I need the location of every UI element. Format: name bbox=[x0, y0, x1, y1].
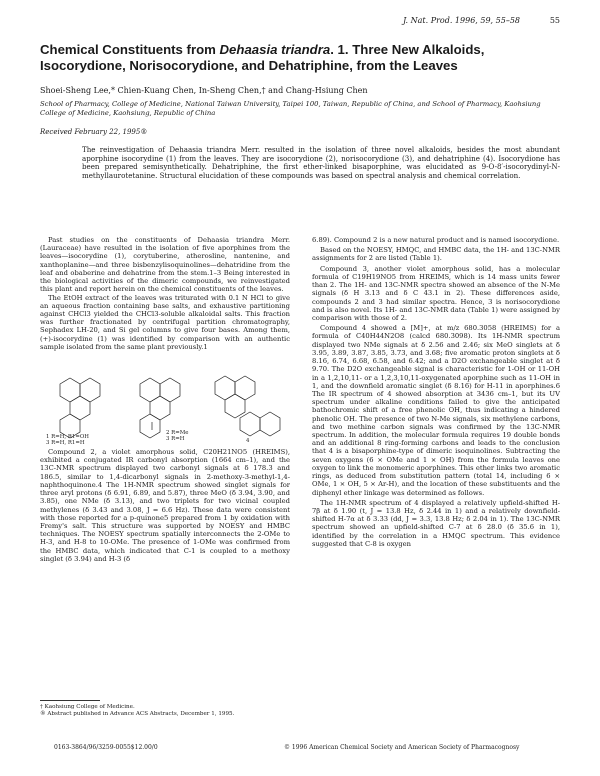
author-list: Shoei-Sheng Lee,* Chien-Kuang Chen, In-Sheng Chen,† and Chang-Hsiung Chen bbox=[40, 86, 368, 95]
structure-label-4: 4 bbox=[246, 438, 250, 444]
paragraph: Compound 2, a violet amorphous solid, C20H21NO5 (HREIMS), exhibited a conjugated IR carbonyl absorption (1664 cm–1), and the 13C-NMR spectrum displayed two carbonyl signals at δ 178.3 and 186.5, similar to 1,4-dicarbonyl signals in 2-methoxy-3-methyl-1,4-naphthoquinone.4 The 1H-NMR spectrum showed singlet signals for three aryl protons (δ 6.91, 6.89, and 5.87), three MeO (δ 3.94, 3.90, and 3.85), one NMe (δ 3.13), and two triplets for two vicinal coupled methylenes (δ 3.43 and 3.08, J = 6.6 Hz). These data were consistent with those reported for a p-quinone5 prepared from 1 by oxidation with Fremy's salt. This structure was supported by NOESY and HMBC techniques. The NOESY spectrum spatially interconnects the 2-OMe to H-3, and H-8 to 10-OMe. The presence of 1-OMe was confirmed from the HMBC data, which indicated that C-1 is coupled to a methoxy singlet (δ 3.94) and H-3 (δ bbox=[40, 448, 290, 563]
paragraph: Based on the NOESY, HMQC, and HMBC data, the 1H- and 13C-NMR assignments for 2 are listed (Table 1). bbox=[312, 246, 560, 263]
footnotes bbox=[40, 700, 290, 718]
journal-citation: J. Nat. Prod. 1996, 59, 55–58 bbox=[402, 16, 520, 25]
species-name: Dehaasia triandra bbox=[219, 42, 331, 57]
paragraph: 6.89). Compound 2 is a new natural product and is named isocorydione. bbox=[312, 236, 560, 244]
footnote-rule bbox=[40, 700, 100, 701]
paper-title: Chemical Constituents from Dehaasia triandra. 1. Three New Alkaloids, Isocorydione, Norisocorydione, and Dehatriphine, from the Leaves bbox=[40, 42, 485, 73]
paragraph: Compound 4 showed a [M]+, at m/z 680.3058 (HREIMS) for a formula of C40H44N2O8 (calcd 680.3098). Its 1H-NMR spectrum displayed two NMe signals at δ 2.56 and 2.46; six MeO singlets at δ 3.95, 3.89, 3.87, 3.85, 3.73, and 3.68; five aromatic proton singlets at δ 8.16, 6.74, 6.68, 6.58, and 6.42; and a D2O exchangeable singlet at δ 9.70. The D2O exchangeable signal is characteristic for 1-OH or 11-OH in a 1,2,10,11- or a 1,2,3,10,11-oxygenated aporphine such as 11-OH in 1, and the downfield aromatic singlet (δ 8.16) for H-11 in aporphines.6 The IR spectrum of 4 showed absorption at 3436 cm–1, but its UV spectrum under alkaline conditions failed to give the anticipated bathochromic shift of a free phenolic OH, thus indicating a hindered phenolic OH. The presence of two N-Me signals, six methylene carbons, and two methine carbon signals was confirmed by the 13C-NMR spectrum. In addition, the molecular formula requires 19 double bonds and an additional 8 ring-forming carbons and leads to the conclusion that 4 is a bisaporphine-type of dimeric isoquinolines. Subtracting the seven oxygens (6 × OMe and 1 × OH) from the formula leaves one oxygen to link the monomeric aporphines. This ether links two aromatic rings, as deduced from substitution pattern (total 14, including 6 × OMe, 1 × OH, 5 × Ar-H), and the location of these substituents and the diphenyl ether linkage was determined as follows. bbox=[312, 324, 560, 497]
left-column-top bbox=[40, 236, 290, 351]
chemical-structures bbox=[40, 372, 290, 446]
abstract: The reinvestigation of Dehaasia triandra Merr. resulted in the isolation of three novel alkaloids, besides the most abundant aporphine isocorydine (1) from the leaves. They are isocorydione (2), norisocorydione (3), and dehatriphine (4). Isocorydione has been prepared semisynthetically. Dehatriphine, the first ether-linked bisaporphine, was elucidated as 9-O-8′-isocorydinyl-N-methyllaurotetanine. Structural elucidation of these compounds was based on spectral analysis and chemical correlation. bbox=[82, 145, 560, 180]
copyright: © 1996 American Chemical Society and American Society of Pharmacognosy bbox=[284, 744, 520, 751]
page-number: 55 bbox=[549, 16, 560, 25]
structure-label-2: 2 R=Me 3 R=H bbox=[166, 430, 189, 442]
footnote: † Kaohsiung College of Medicine. bbox=[40, 704, 135, 710]
left-column-bottom bbox=[40, 448, 290, 563]
paragraph: Compound 3, another violet amorphous solid, has a molecular formula of C19H19NO5 from HREIMS, which is 14 mass units fewer than 2. The 1H- and 13C-NMR spectra showed an absence of the N-Me signals (δ H 3.13 and δ C 43.1 in 2). These differences aside, compounds 2 and 3 had similar spectra. Hence, 3 is norisocorydione and is also novel. Its 1H- and 13C-NMR data (Table 1) were assigned by comparison with those of 2. bbox=[312, 264, 560, 322]
received-date: Received February 22, 1995® bbox=[40, 128, 148, 136]
paragraph: The EtOH extract of the leaves was triturated with 0.1 N HCl to give an aqueous fraction containing base salts, and exhaustive partitioning against CHCl3 yielded the CHCl3-soluble alkaloidal salts. This fraction was further fractionated by centrifugal partition chromatography, Sephadex LH-20, and Si gel columns to give four bases. Among them, (+)-isocorydine (1) was identified by comparison with an authentic sample isolated from the same plant previously.1 bbox=[40, 293, 290, 351]
footnote: ® Abstract published in Advance ACS Abstracts, December 1, 1995. bbox=[40, 711, 235, 717]
structure-label-1b: 3 R=H, R1=H bbox=[46, 440, 85, 446]
running-head bbox=[40, 16, 560, 30]
affiliation: School of Pharmacy, College of Medicine, National Taiwan University, Taipei 100, Taiwan, Republic of China, and School of Pharmacy, Kaohsiung College of Medicine, Kaohsiung, Republic of China bbox=[40, 100, 541, 117]
doi-code: 0163-3864/96/3259-0055$12.00/0 bbox=[54, 744, 158, 751]
structure-label-1: 1 R=H, R1=OH bbox=[46, 434, 89, 440]
paragraph: Past studies on the constituents of Dehaasia triandra Merr. (Lauraceae) have resulted in the isolation of five aporphines from the leaves—isocorydine (1), corytuberine, atherosline, nantenine, and xanthoplanine—and three bisbenzylisoquinolines—dehatridine from the leaf and obaberine and dehatrine from the stem.1–3 Being interested in the biological activities of the dimeric compounds, we reinvestigated this plant and report herein on the chemical constituents of the leaves. bbox=[40, 236, 290, 294]
right-column bbox=[312, 236, 560, 548]
paragraph: The 1H-NMR spectrum of 4 displayed a relatively upfield-shifted H-7β at δ 1.90 (t, J = 13.8 Hz, δ 2.44 in 1) and a relatively downfield-shifted H-7α at δ 3.33 (dd, J = 3.3, 13.8 Hz; δ 2.04 in 1). The 13C-NMR spectrum showed an upfield-shifted C-7 at δ 28.0 (δ 35.6 in 1), identified by the correlation in a HMQC spectrum. This evidence suggested that C-8 is oxygen bbox=[312, 498, 560, 548]
